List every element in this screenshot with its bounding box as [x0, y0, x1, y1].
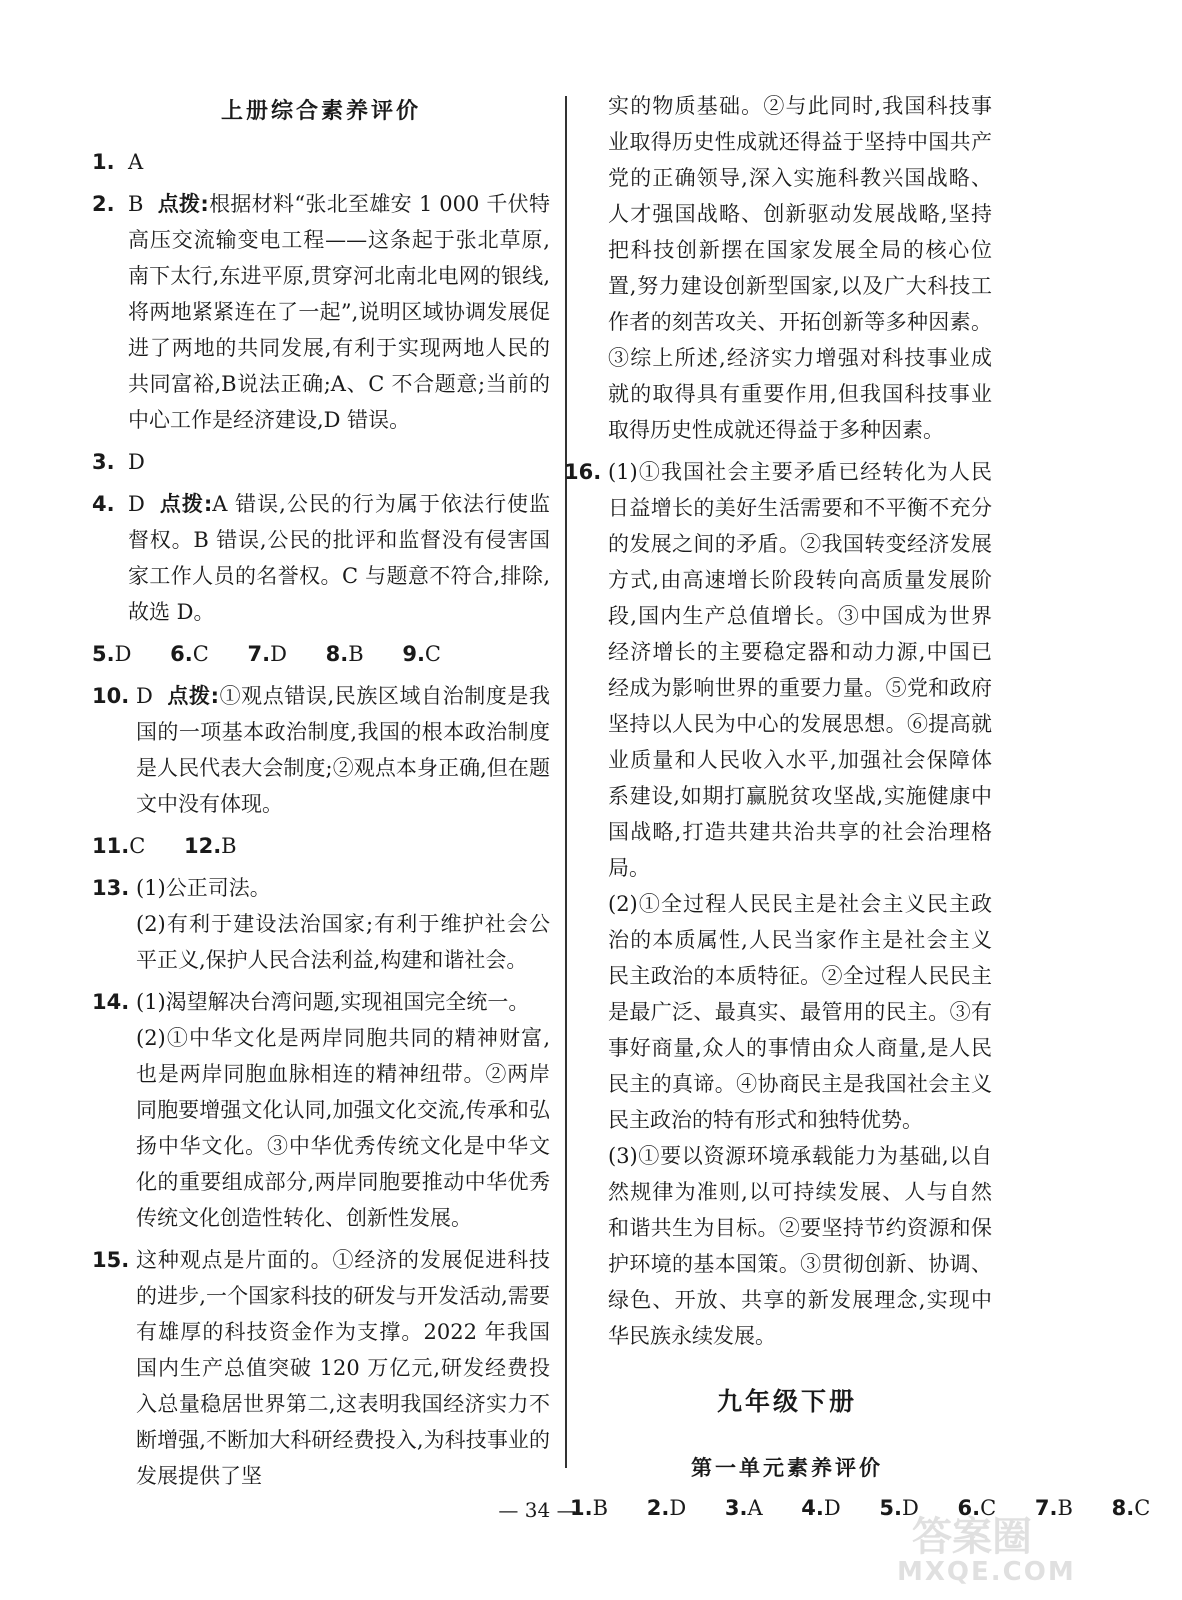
hint-label: 点拨: — [166, 684, 219, 708]
answer-row-5-9: 5.D 6.C 7.D 8.B 9.C — [92, 642, 441, 666]
answer-item-16: 16. (1)①我国社会主要矛盾已经转化为人民日益增长的美好生活需要和不平衡不充分的发展之间的矛盾。②我国转变经济发展方式,由高速增长阶段转向高质量发展阶段,国内生产总值增长。③中国成为世界经济增长的主要稳定器和动力源,中国已经成为影响世界的重要力量。⑤党和政府坚持以人民为中心的发展思想。⑥提高就业质量和人民收入水平,加强社会保障体系建设,如期打赢脱贫攻坚战,实施健康中国战略,打造共建共治共享的社会治理格局。 (2)①全过程人民民主是社会主义民主政治的本质属性,人民当家作主是社会主义民主政治的本质特征。②全过程人民民主是最广泛、最真实、最管用的民主。③有事好商量,众人的事情由众人商量,是人民民主的真谛。④协商民主是我国社会主义民主政治的特有形式和独特优势。 (3)①要以资源环境承载能力为基础,以自然规律为准则,以可持续发展、人与自然和谐共生为目标。②要坚持节约资源和保护环境的基本国策。③贯彻创新、协调、绿色、开放、共享的新发展理念,实现中华民族永续发展。 — [564, 460, 992, 1348]
watermark-logo — [897, 1505, 1076, 1595]
hint-label: 点拨: — [157, 192, 209, 216]
unit1-answer-row: 1.B 2.D 3.A 4.D 5.D 6.C 7.B 8.C — [570, 1496, 1151, 1520]
unit-title: 第一单元素养评价 — [691, 1456, 883, 1480]
left-column — [92, 88, 550, 1500]
right-column — [564, 88, 1151, 1532]
answer-item-13: 13. (1)公正司法。 (2)有利于建设法治国家;有利于维护社会公平正义,保护人民合法利益,构建和谐社会。 — [92, 876, 550, 972]
answer-15-continued: 实的物质基础。②与此同时,我国科技事业取得历史性成就还得益于坚持中国共产党的正确领导,深入实施科教兴国战略、人才强国战略、创新驱动发展战略,坚持把科技创新摆在国家发展全局的核心位置,努力建设创新型国家,以及广大科技工作者的刻苦攻关、开拓创新等多种因素。③综上所述,经济实力增强对科技事业成就的取得具有重要作用,但我国科技事业取得历史性成就还得益于多种因素。 — [608, 94, 992, 442]
answer-item-15: 15. 这种观点是片面的。①经济的发展促进科技的进步,一个国家科技的研发与开发活动,需要有雄厚的科技资金作为支撑。2022 年我国国内生产总值突破 120 万亿元,研发经费投入总量稳居世界第二,这表明我国经济实力不断增强,不断加大科研经费投入,为科技事业的发展提供了坚 — [92, 1248, 550, 1488]
section-title: 上册综合素养评价 — [220, 99, 421, 124]
answer-item-1: 1. A — [92, 150, 144, 174]
grade-title: 九年级下册 — [716, 1387, 857, 1416]
column-divider — [565, 96, 567, 1468]
answer-item-10: 10. D 点拨:①观点错误,民族区域自治制度是我国的一项基本政治制度,我国的根本政治制度是人民代表大会制度;②观点本身正确,但在题文中没有体现。 — [92, 684, 550, 816]
answer-item-3: 3. D — [92, 450, 145, 474]
answer-item-14: 14. (1)渴望解决台湾问题,实现祖国完全统一。 (2)①中华文化是两岸同胞共同的精神财富,也是两岸同胞血脉相连的精神纽带。②两岸同胞要增强文化认同,加强文化交流,传承和弘扬中华文化。③中华优秀传统文化是中华文化的重要组成部分,两岸同胞要推动中华优秀传统文化创造性转化、创新性发展。 — [92, 990, 550, 1230]
page-number: — 34 — — [498, 1498, 577, 1522]
answer-item-2: 2. B 点拨:根据材料“张北至雄安 1 000 千伏特高压交流输变电工程——这条起于张北草原,南下太行,东进平原,贯穿河北南北电网的银线,将两地紧紧连在了一起”,说明区域协调发展促进了两地的共同发展,有利于实现两地人民的共同富裕,B说法正确;A、C 不合题意;当前的中心工作是经济建设,D 错误。 — [92, 192, 550, 432]
hint-label: 点拨: — [158, 492, 213, 516]
watermark-text: 答案圈 — [912, 1514, 1032, 1560]
watermark-url: MXQE.COM — [897, 1557, 1076, 1587]
answer-row-11-12: 11.C 12.B — [92, 834, 237, 858]
answer-item-4: 4. D 点拨:A 错误,公民的行为属于依法行使监督权。B 错误,公民的批评和监督没有侵害国家工作人员的名誉权。C 与题意不符合,排除,故选 D。 — [92, 492, 550, 624]
